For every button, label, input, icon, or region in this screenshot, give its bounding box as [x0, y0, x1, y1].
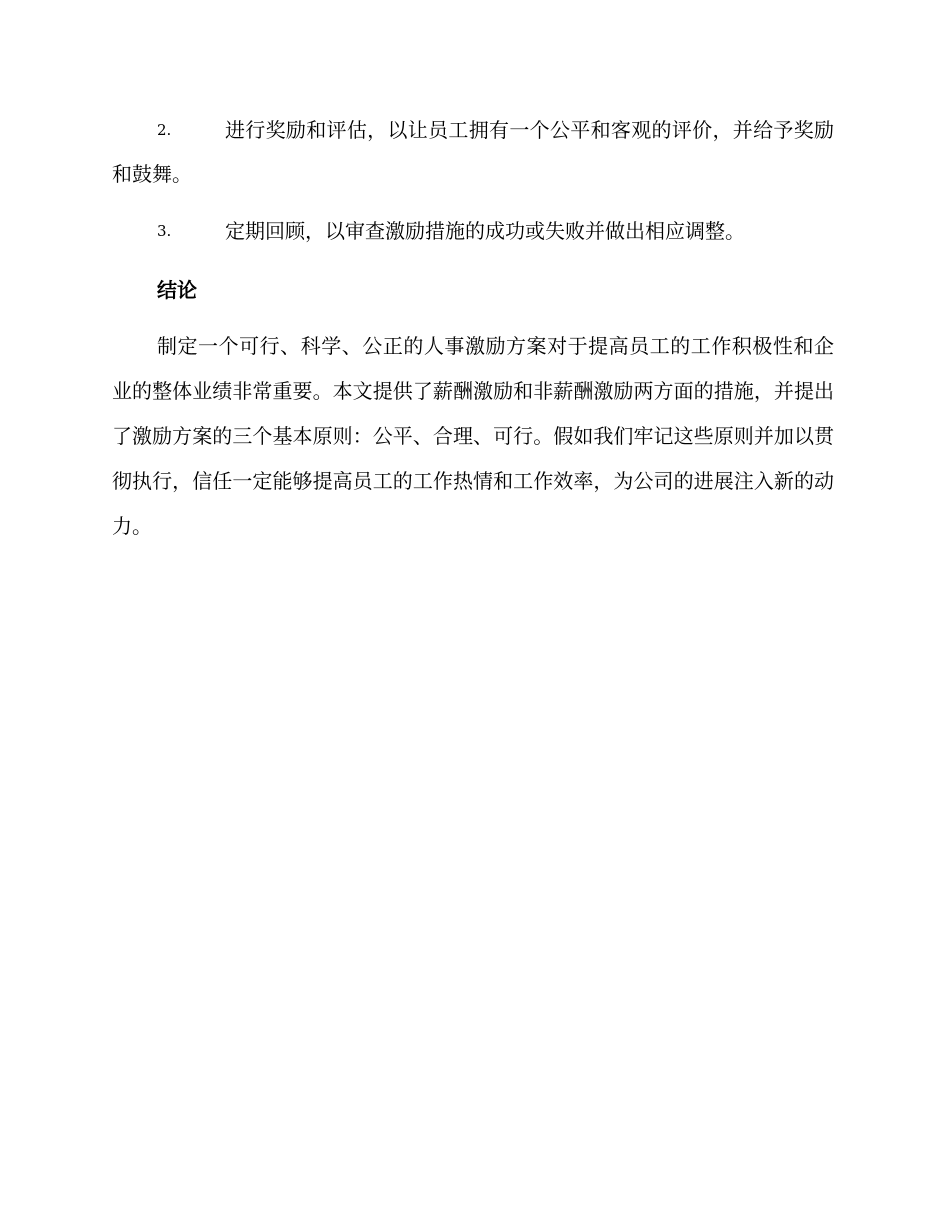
list-item [112, 108, 834, 196]
list-item-number: 2. [157, 121, 172, 139]
list-item-text: 进行奖励和评估，以让员工拥有一个公平和客观的评价，并给予奖励和鼓舞。 [112, 118, 834, 186]
list-item-text: 定期回顾，以审查激励措施的成功或失败并做出相应调整。 [225, 219, 745, 243]
list-item-number: 3. [157, 222, 172, 240]
list-item [112, 209, 834, 253]
section-heading-conclusion: 结论 [157, 278, 197, 302]
conclusion-paragraph: 制定一个可行、科学、公正的人事激励方案对于提高员工的工作积极性和企业的整体业绩非常重要。本文提供了薪酬激励和非薪酬激励两方面的措施，并提出了激励方案的三个基本原则：公平、合理、可行。假如我们牢记这些原则并加以贯彻执行，信任一定能够提高员工的工作热情和工作效率，为公司的进展注入新的动力。 [112, 334, 834, 538]
